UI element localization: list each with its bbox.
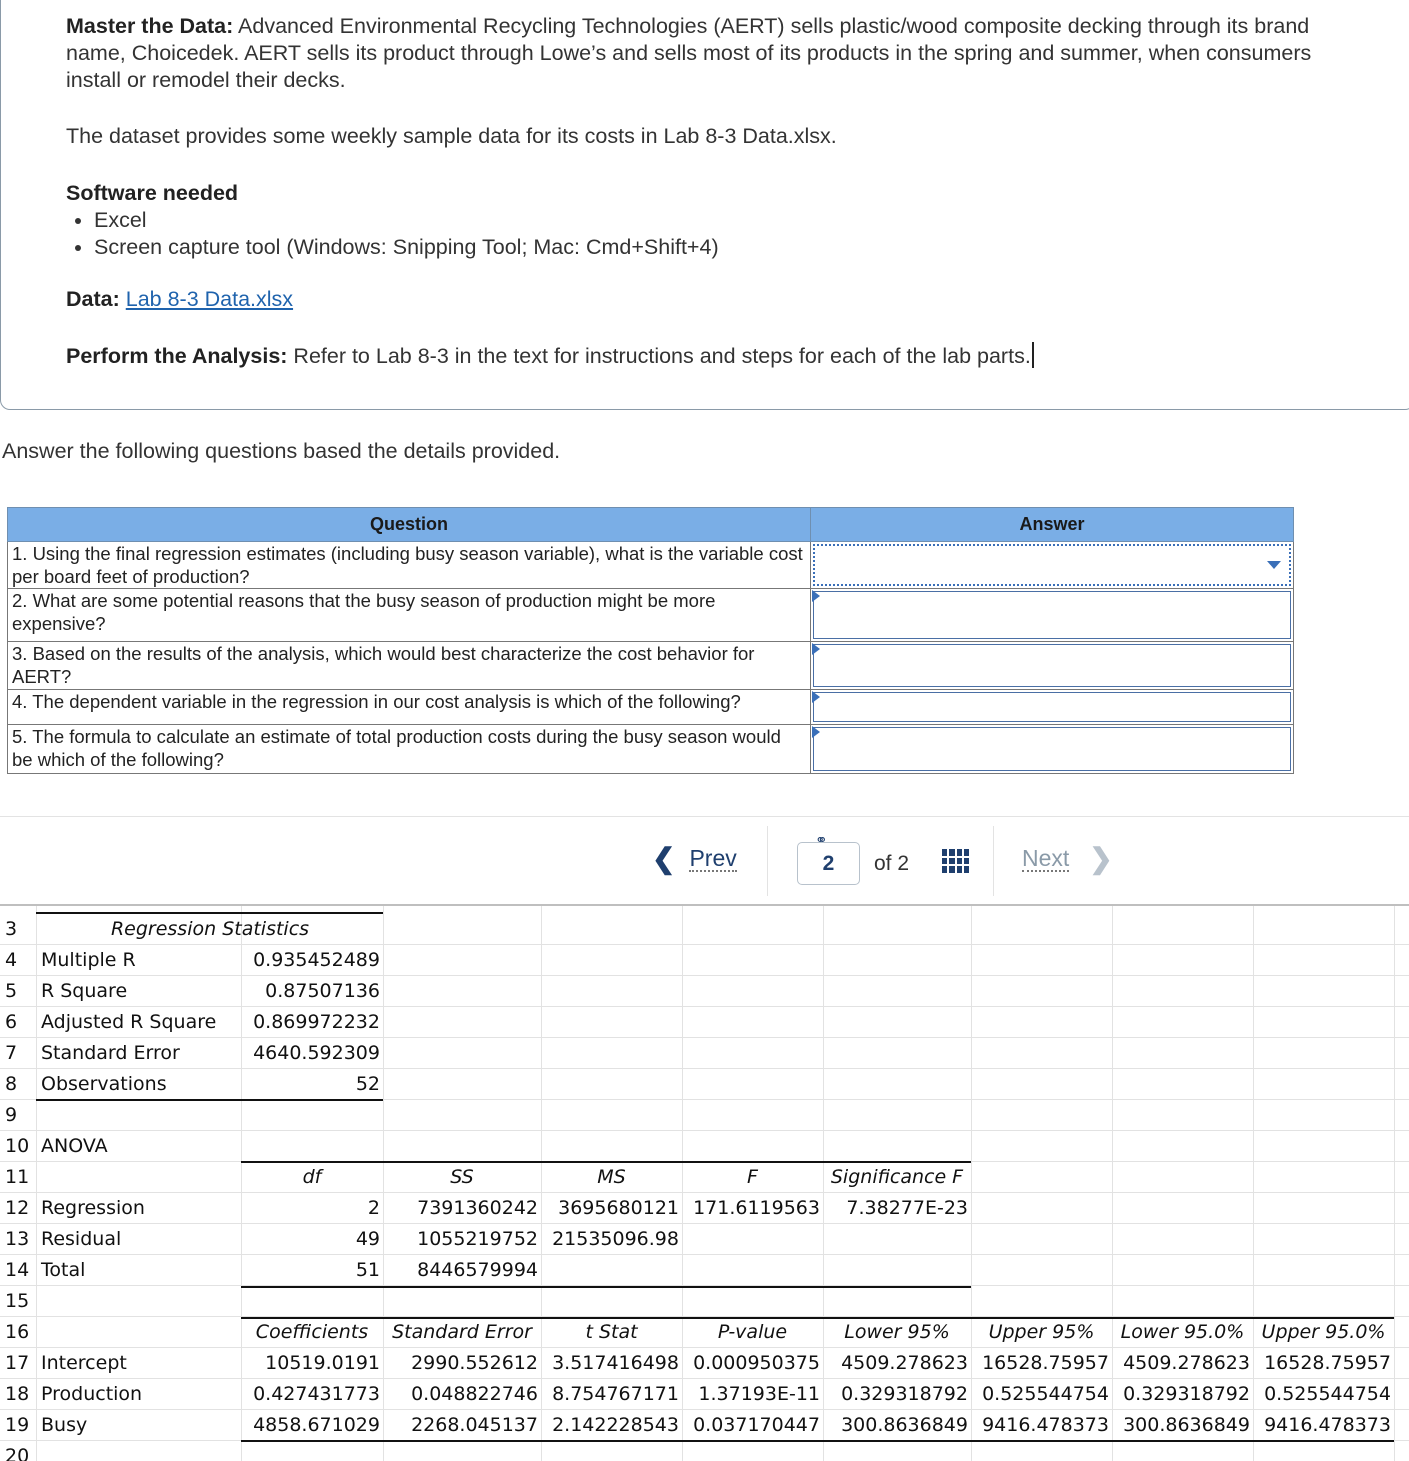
table-rule bbox=[36, 1099, 383, 1101]
question-header: Question bbox=[8, 508, 811, 542]
coef-value: 0.329318792 bbox=[1123, 1383, 1250, 1405]
coef-value: 0.525544754 bbox=[982, 1383, 1109, 1405]
stat-value: 4640.592309 bbox=[253, 1042, 380, 1064]
row-number: 11 bbox=[5, 1166, 30, 1188]
question-answer-table bbox=[7, 507, 1294, 774]
stat-label: Standard Error bbox=[41, 1042, 180, 1064]
stat-label: R Square bbox=[41, 980, 128, 1002]
sheet-row bbox=[0, 1379, 1409, 1410]
anova-ms: 21535096.98 bbox=[552, 1228, 679, 1250]
row-number: 6 bbox=[5, 1011, 18, 1033]
dataset-paragraph: The dataset provides some weekly sample data for its costs in Lab 8-3 Data.xlsx. bbox=[66, 124, 837, 148]
sheet-row bbox=[0, 1131, 1409, 1162]
software-list bbox=[66, 207, 719, 261]
coef-header: Upper 95.0% bbox=[1261, 1321, 1386, 1343]
coef-value: 300.8636849 bbox=[841, 1414, 968, 1436]
coef-value: 0.427431773 bbox=[253, 1383, 380, 1405]
table-rule bbox=[241, 1286, 971, 1288]
row-number: 7 bbox=[5, 1042, 18, 1064]
row-number: 4 bbox=[5, 949, 18, 971]
dropdown-marker-icon bbox=[812, 691, 820, 703]
answer-dropdown-2[interactable] bbox=[813, 591, 1291, 639]
sheet-row bbox=[0, 1007, 1409, 1038]
coef-value: 4858.671029 bbox=[253, 1414, 380, 1436]
coef-row-label: Production bbox=[41, 1383, 143, 1405]
row-number: 9 bbox=[5, 1104, 18, 1126]
pager-separator bbox=[767, 826, 768, 896]
anova-f: 171.6119563 bbox=[693, 1197, 820, 1219]
question-5: 5. The formula to calculate an estimate of total production costs during the busy season would be which of the following? bbox=[8, 725, 811, 774]
data-file-link[interactable]: Lab 8-3 Data.xlsx bbox=[125, 287, 294, 311]
anova-df: 2 bbox=[367, 1197, 380, 1219]
coef-value: 4509.278623 bbox=[841, 1352, 968, 1374]
row-number: 10 bbox=[5, 1135, 30, 1157]
text-cursor bbox=[1032, 342, 1034, 368]
row-number: 13 bbox=[5, 1228, 30, 1250]
sheet-row bbox=[0, 1441, 1409, 1461]
stat-value: 0.87507136 bbox=[265, 980, 380, 1002]
table-rule bbox=[241, 1440, 1394, 1442]
coef-value: 2.142228543 bbox=[552, 1414, 679, 1436]
coef-value: 2268.045137 bbox=[411, 1414, 538, 1436]
anova-df: 51 bbox=[355, 1259, 380, 1281]
anova-header-f: F bbox=[747, 1166, 758, 1188]
row-number: 8 bbox=[5, 1073, 18, 1095]
stat-label: Adjusted R Square bbox=[41, 1011, 217, 1033]
sheet-row bbox=[0, 1410, 1409, 1441]
software-item-excel: • Excel bbox=[94, 207, 719, 234]
stat-label: Observations bbox=[41, 1073, 167, 1095]
excel-sheet bbox=[0, 904, 1409, 1461]
stat-value: 0.935452489 bbox=[253, 949, 380, 971]
answer-cell-5 bbox=[811, 725, 1294, 774]
coef-value: 9416.478373 bbox=[982, 1414, 1109, 1436]
chevron-right-icon: ❯ bbox=[1089, 843, 1113, 874]
anova-ss: 1055219752 bbox=[417, 1228, 538, 1250]
grid-view-icon[interactable] bbox=[942, 849, 969, 873]
next-label: Next bbox=[1022, 845, 1070, 871]
coef-header: Coefficients bbox=[255, 1321, 369, 1343]
answer-cell-2 bbox=[811, 589, 1294, 642]
table-rule bbox=[241, 1161, 971, 1163]
prev-label: Prev bbox=[689, 845, 737, 871]
sheet-row bbox=[0, 1162, 1409, 1193]
coef-value: 1.37193E-11 bbox=[698, 1383, 820, 1405]
dropdown-arrow-icon bbox=[1267, 561, 1281, 569]
sheet-row bbox=[0, 1038, 1409, 1069]
answer-cell-3 bbox=[811, 642, 1294, 690]
anova-header-ms: MS bbox=[597, 1166, 626, 1188]
data-label: Data: bbox=[66, 287, 120, 311]
question-1: 1. Using the final regression estimates (including busy season variable), what is the variable cost per board feet of production? bbox=[8, 542, 811, 589]
table-rule bbox=[36, 912, 383, 914]
coef-header: Upper 95% bbox=[988, 1321, 1095, 1343]
sheet-row bbox=[0, 1286, 1409, 1317]
question-2: 2. What are some potential reasons that the busy season of production might be more expensive? bbox=[8, 589, 811, 642]
coef-header: Lower 95% bbox=[844, 1321, 950, 1343]
answer-cell-4 bbox=[811, 690, 1294, 725]
anova-title: ANOVA bbox=[41, 1135, 108, 1157]
sheet-row bbox=[0, 1100, 1409, 1131]
anova-ss: 8446579994 bbox=[417, 1259, 538, 1281]
perform-analysis-paragraph bbox=[66, 342, 1034, 370]
coef-row-label: Intercept bbox=[41, 1352, 127, 1374]
coef-value: 9416.478373 bbox=[1264, 1414, 1391, 1436]
sheet-row bbox=[0, 1224, 1409, 1255]
anova-significance: 7.38277E-23 bbox=[846, 1197, 968, 1219]
chevron-left-icon: ❮ bbox=[652, 843, 676, 874]
software-item-screen-capture: • Screen capture tool (Windows: Snipping Tool; Mac: Cmd+Shift+4) bbox=[94, 234, 719, 261]
row-number: 12 bbox=[5, 1197, 30, 1219]
anova-row-label: Total bbox=[41, 1259, 86, 1281]
coef-header: Standard Error bbox=[392, 1321, 532, 1343]
row-number: 20 bbox=[5, 1445, 30, 1461]
coef-value: 0.329318792 bbox=[841, 1383, 968, 1405]
question-3: 3. Based on the results of the analysis, which would best characterize the cost behavior for AERT? bbox=[8, 642, 811, 690]
anova-row-label: Residual bbox=[41, 1228, 122, 1250]
anova-header-df: df bbox=[302, 1166, 322, 1188]
answer-dropdown-4[interactable] bbox=[813, 692, 1291, 722]
answer-dropdown-5[interactable] bbox=[813, 727, 1291, 771]
answer-dropdown-3[interactable] bbox=[813, 644, 1291, 687]
software-section bbox=[66, 180, 719, 261]
row-number: 3 bbox=[5, 918, 18, 940]
table-rule bbox=[241, 1317, 1394, 1319]
coef-value: 0.037170447 bbox=[693, 1414, 820, 1436]
current-page-box[interactable]: 2 bbox=[797, 842, 860, 885]
row-number: 18 bbox=[5, 1383, 30, 1405]
anova-df: 49 bbox=[355, 1228, 380, 1250]
coef-value: 3.517416498 bbox=[552, 1352, 679, 1374]
master-the-data-paragraph bbox=[66, 13, 1356, 94]
answer-header: Answer bbox=[811, 508, 1294, 542]
stat-label: Multiple R bbox=[41, 949, 136, 971]
coef-value: 4509.278623 bbox=[1123, 1352, 1250, 1374]
anova-row-label: Regression bbox=[41, 1197, 145, 1219]
row-number: 17 bbox=[5, 1352, 30, 1374]
master-label: Master the Data: bbox=[66, 14, 234, 38]
coef-row-label: Busy bbox=[41, 1414, 88, 1436]
coef-header: Lower 95.0% bbox=[1120, 1321, 1245, 1343]
coef-value: 2990.552612 bbox=[411, 1352, 538, 1374]
dropdown-marker-icon bbox=[812, 643, 820, 655]
perform-text: Refer to Lab 8-3 in the text for instructions and steps for each of the lab parts. bbox=[287, 344, 1031, 368]
coef-value: 300.8636849 bbox=[1123, 1414, 1250, 1436]
sheet-row bbox=[0, 1317, 1409, 1348]
row-number: 19 bbox=[5, 1414, 30, 1436]
coef-value: 16528.75957 bbox=[1264, 1352, 1391, 1374]
page-count: of 2 bbox=[874, 852, 910, 875]
link-icon: ⚭ bbox=[815, 832, 828, 849]
answer-dropdown-1[interactable] bbox=[813, 544, 1291, 586]
stat-value: 0.869972232 bbox=[253, 1011, 380, 1033]
row-number: 14 bbox=[5, 1259, 30, 1281]
coef-value: 10519.0191 bbox=[265, 1352, 380, 1374]
perform-label: Perform the Analysis: bbox=[66, 344, 288, 368]
anova-header-ss: SS bbox=[450, 1166, 474, 1188]
coef-value: 0.525544754 bbox=[1264, 1383, 1391, 1405]
answer-cell-1 bbox=[811, 542, 1294, 589]
stat-value: 52 bbox=[355, 1073, 380, 1095]
coef-header: t Stat bbox=[585, 1321, 638, 1343]
coef-value: 0.000950375 bbox=[693, 1352, 820, 1374]
master-text: Advanced Environmental Recycling Technologies (AERT) sells plastic/wood composite decking through its brand name, Choicedek. AERT sells its product through Lowe’s and sells most of its products in the spring and summer, when consumers install or remodel their decks. bbox=[66, 14, 1312, 92]
data-line bbox=[66, 286, 293, 313]
sheet-row bbox=[0, 1069, 1409, 1100]
prev-button[interactable] bbox=[648, 843, 737, 874]
sheet-row bbox=[0, 945, 1409, 976]
sheet-row bbox=[0, 1193, 1409, 1224]
sheet-row bbox=[0, 1348, 1409, 1379]
regression-statistics-title: Regression Statistics bbox=[110, 918, 310, 940]
instructions-subheading: Answer the following questions based the details provided. bbox=[2, 439, 561, 463]
row-number: 15 bbox=[5, 1290, 30, 1312]
coef-value: 16528.75957 bbox=[982, 1352, 1109, 1374]
anova-header-significance-f: Significance F bbox=[830, 1166, 964, 1188]
dropdown-marker-icon bbox=[812, 726, 820, 738]
pager-divider bbox=[0, 816, 1409, 817]
coef-value: 8.754767171 bbox=[552, 1383, 679, 1405]
question-4: 4. The dependent variable in the regression in our cost analysis is which of the following? bbox=[8, 690, 811, 725]
next-button[interactable] bbox=[1022, 843, 1113, 874]
coef-header: P-value bbox=[717, 1321, 788, 1343]
anova-ms: 3695680121 bbox=[558, 1197, 679, 1219]
sheet-row bbox=[0, 914, 1409, 945]
sheet-row bbox=[0, 976, 1409, 1007]
row-number: 16 bbox=[5, 1321, 30, 1343]
anova-ss: 7391360242 bbox=[417, 1197, 538, 1219]
coef-value: 0.048822746 bbox=[411, 1383, 538, 1405]
sheet-row bbox=[0, 1255, 1409, 1286]
dropdown-marker-icon bbox=[812, 590, 820, 602]
pager-separator bbox=[993, 826, 994, 896]
software-label: Software needed bbox=[66, 181, 239, 205]
row-number: 5 bbox=[5, 980, 18, 1002]
